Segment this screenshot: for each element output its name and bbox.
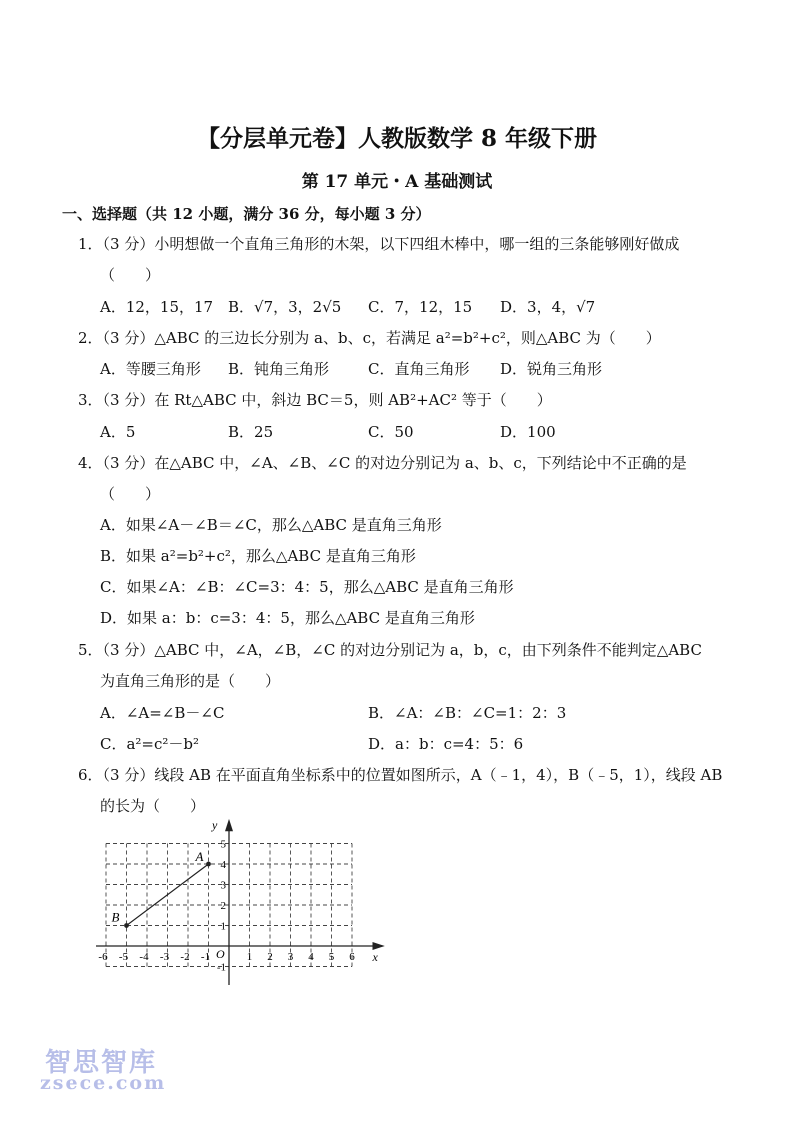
question-6 bbox=[78, 764, 722, 785]
page-title: 【分层单元卷】人教版数学 8 年级下册 bbox=[196, 125, 598, 152]
x-tick-label: -4 bbox=[139, 951, 149, 963]
question-2-option-b[interactable]: B．钝角三角形 bbox=[228, 360, 330, 378]
question-4-text: 在△ABC 中，∠A、∠B、∠C 的对边分别记为 a、b、c，下列结论中不正确的是 bbox=[154, 454, 687, 472]
question-1-option-d[interactable]: D．3，4，√7 bbox=[500, 298, 596, 316]
question-5-option-c[interactable]: C．a²=c²－b² bbox=[100, 735, 200, 753]
question-3 bbox=[78, 389, 552, 410]
point-b bbox=[124, 923, 129, 928]
question-3-option-c[interactable]: C．50 bbox=[368, 423, 414, 441]
question-4 bbox=[78, 452, 687, 473]
question-3-number: 3．（3 分） bbox=[78, 391, 155, 409]
x-tick-label: -2 bbox=[180, 951, 190, 963]
question-4-option-b[interactable]: B．如果 a²=b²+c²，那么△ABC 是直角三角形 bbox=[100, 547, 416, 565]
question-1-number: 1．（3 分） bbox=[78, 235, 155, 253]
x-tick-label: 1 bbox=[246, 951, 253, 963]
question-6-text: 线段 AB 在平面直角坐标系中的位置如图所示，A（﹣1，4），B（﹣5，1），线段 AB bbox=[154, 766, 723, 784]
point-a bbox=[206, 862, 211, 867]
question-4-option-a[interactable]: A．如果∠A－∠B＝∠C，那么△ABC 是直角三角形 bbox=[100, 516, 442, 534]
x-tick-label: 6 bbox=[349, 951, 355, 963]
question-1-bracket: （ ） bbox=[100, 266, 161, 284]
question-5-option-b[interactable]: B．∠A：∠B：∠C=1：2：3 bbox=[368, 704, 567, 722]
origin-label: O bbox=[216, 947, 225, 961]
x-tick-label: -6 bbox=[98, 951, 108, 963]
y-tick-label: 2 bbox=[220, 900, 226, 912]
y-tick-label: 1 bbox=[220, 920, 226, 933]
question-3-option-b[interactable]: B．25 bbox=[228, 423, 274, 441]
question-2-number: 2．（3 分） bbox=[78, 329, 155, 347]
x-tick-label: 2 bbox=[267, 951, 273, 963]
section-heading: 一、选择题（共 12 小题，满分 36 分，每小题 3 分） bbox=[62, 205, 431, 223]
y-tick-label: 4 bbox=[220, 859, 226, 871]
question-6-line-2: 的长为（ ） bbox=[100, 797, 206, 815]
question-3-option-d[interactable]: D．100 bbox=[500, 423, 556, 441]
question-1 bbox=[78, 233, 679, 254]
question-5-number: 5．（3 分） bbox=[78, 641, 155, 659]
x-tick-label: -1 bbox=[200, 951, 211, 963]
x-tick-label: -5 bbox=[118, 951, 129, 963]
x-tick-label: 3 bbox=[287, 951, 294, 963]
question-4-bracket: （ ） bbox=[100, 485, 161, 503]
question-5-text: △ABC 中，∠A，∠B，∠C 的对边分别记为 a，b，c，由下列条件不能判定△ABC bbox=[154, 641, 702, 659]
question-5 bbox=[78, 639, 702, 660]
question-5-line-2: 为直角三角形的是（ ） bbox=[100, 672, 281, 690]
question-1-option-b[interactable]: B．√7，3，2√5 bbox=[228, 298, 342, 316]
x-tick-label: 4 bbox=[308, 951, 314, 963]
x-tick-label: -3 bbox=[159, 951, 170, 963]
point-b-label: B bbox=[111, 909, 120, 925]
page-subtitle: 第 17 单元・A 基础测试 bbox=[301, 172, 493, 192]
question-2-option-a[interactable]: A．等腰三角形 bbox=[100, 360, 201, 378]
x-tick-label: 5 bbox=[328, 951, 335, 963]
y-tick-label: -1 bbox=[216, 961, 226, 974]
y-tick-label: 5 bbox=[220, 838, 226, 851]
question-2-text: △ABC 的三边长分别为 a、b、c，若满足 a²=b²+c²，则△ABC 为（ ） bbox=[154, 329, 661, 347]
question-2-option-d[interactable]: D．锐角三角形 bbox=[500, 360, 603, 378]
coordinate-graph bbox=[96, 818, 386, 988]
y-axis-label: y bbox=[212, 818, 218, 833]
question-5-option-a[interactable]: A．∠A=∠B－∠C bbox=[100, 704, 225, 722]
question-5-option-d[interactable]: D．a：b：c=4：5：6 bbox=[368, 735, 524, 753]
y-tick-label: 3 bbox=[220, 879, 226, 892]
point-a-label: A bbox=[195, 849, 204, 864]
question-4-number: 4．（3 分） bbox=[78, 454, 155, 472]
question-2-option-c[interactable]: C．直角三角形 bbox=[368, 360, 470, 378]
question-6-number: 6．（3 分） bbox=[78, 766, 155, 784]
question-3-text: 在 Rt△ABC 中，斜边 BC＝5，则 AB²+AC² 等于（ ） bbox=[154, 391, 552, 409]
question-1-option-c[interactable]: C．7，12，15 bbox=[368, 298, 473, 316]
watermark-url: zsece.com bbox=[40, 1072, 167, 1094]
question-4-option-c[interactable]: C．如果∠A：∠B：∠C=3：4：5，那么△ABC 是直角三角形 bbox=[100, 578, 514, 596]
question-1-option-a[interactable]: A．12，15，17 bbox=[100, 298, 214, 316]
question-2 bbox=[78, 327, 661, 348]
y-axis-arrow bbox=[225, 819, 233, 831]
question-1-text: 小明想做一个直角三角形的木架，以下四组木棒中，哪一组的三条能够刚好做成 bbox=[154, 235, 680, 253]
question-4-option-d[interactable]: D．如果 a：b：c=3：4：5，那么△ABC 是直角三角形 bbox=[100, 609, 475, 627]
tick-labels bbox=[98, 839, 355, 974]
x-axis-label: x bbox=[372, 950, 378, 964]
x-axis-arrow bbox=[373, 942, 385, 950]
watermark-logo: 智思智库 bbox=[45, 1048, 158, 1078]
question-3-option-a[interactable]: A．5 bbox=[100, 423, 136, 441]
